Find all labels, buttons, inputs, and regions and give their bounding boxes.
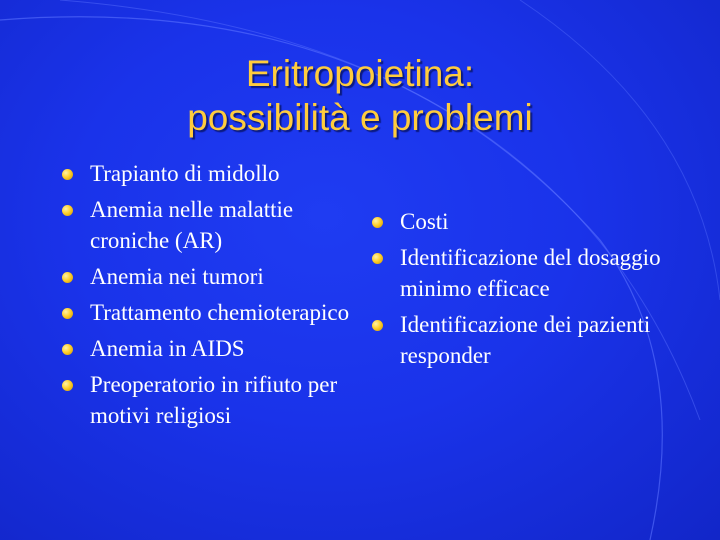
bullet-dot-icon <box>372 253 383 264</box>
right-bullet-list <box>372 206 672 376</box>
bullet-dot-icon <box>62 169 73 180</box>
bullet-dot-icon <box>62 344 73 355</box>
list-item-text: Costi <box>400 209 449 234</box>
list-item-text: Anemia in AIDS <box>90 336 245 361</box>
list-item <box>62 158 362 189</box>
list-item-text: Trapianto di midollo <box>90 161 280 186</box>
bullet-dot-icon <box>372 217 383 228</box>
bullet-dot-icon <box>62 380 73 391</box>
list-item-text: Preoperatorio in rifiuto per motivi religiosi <box>90 372 338 428</box>
bullet-dot-icon <box>62 308 73 319</box>
list-item-text: Anemia nei tumori <box>90 264 264 289</box>
slide-title <box>0 52 720 140</box>
list-item-text: Trattamento chemioterapico <box>90 300 350 325</box>
bullet-dot-icon <box>372 320 383 331</box>
list-item <box>372 309 672 371</box>
list-item <box>62 333 362 364</box>
title-line-1: Eritropoietina: <box>245 53 475 94</box>
list-item-text: Identificazione del dosaggio minimo efficace <box>400 245 661 301</box>
list-item <box>372 206 672 237</box>
left-bullet-list <box>62 158 362 436</box>
bullet-dot-icon <box>62 272 73 283</box>
list-item-text: Identificazione dei pazienti responder <box>400 312 651 368</box>
title-line-2: possibilità e problemi <box>187 97 533 138</box>
list-item <box>62 297 362 328</box>
list-item <box>62 194 362 256</box>
list-item <box>62 369 362 431</box>
list-item <box>62 261 362 292</box>
list-item-text: Anemia nelle malattie croniche (AR) <box>90 197 294 253</box>
bullet-dot-icon <box>62 205 73 216</box>
list-item <box>372 242 672 304</box>
